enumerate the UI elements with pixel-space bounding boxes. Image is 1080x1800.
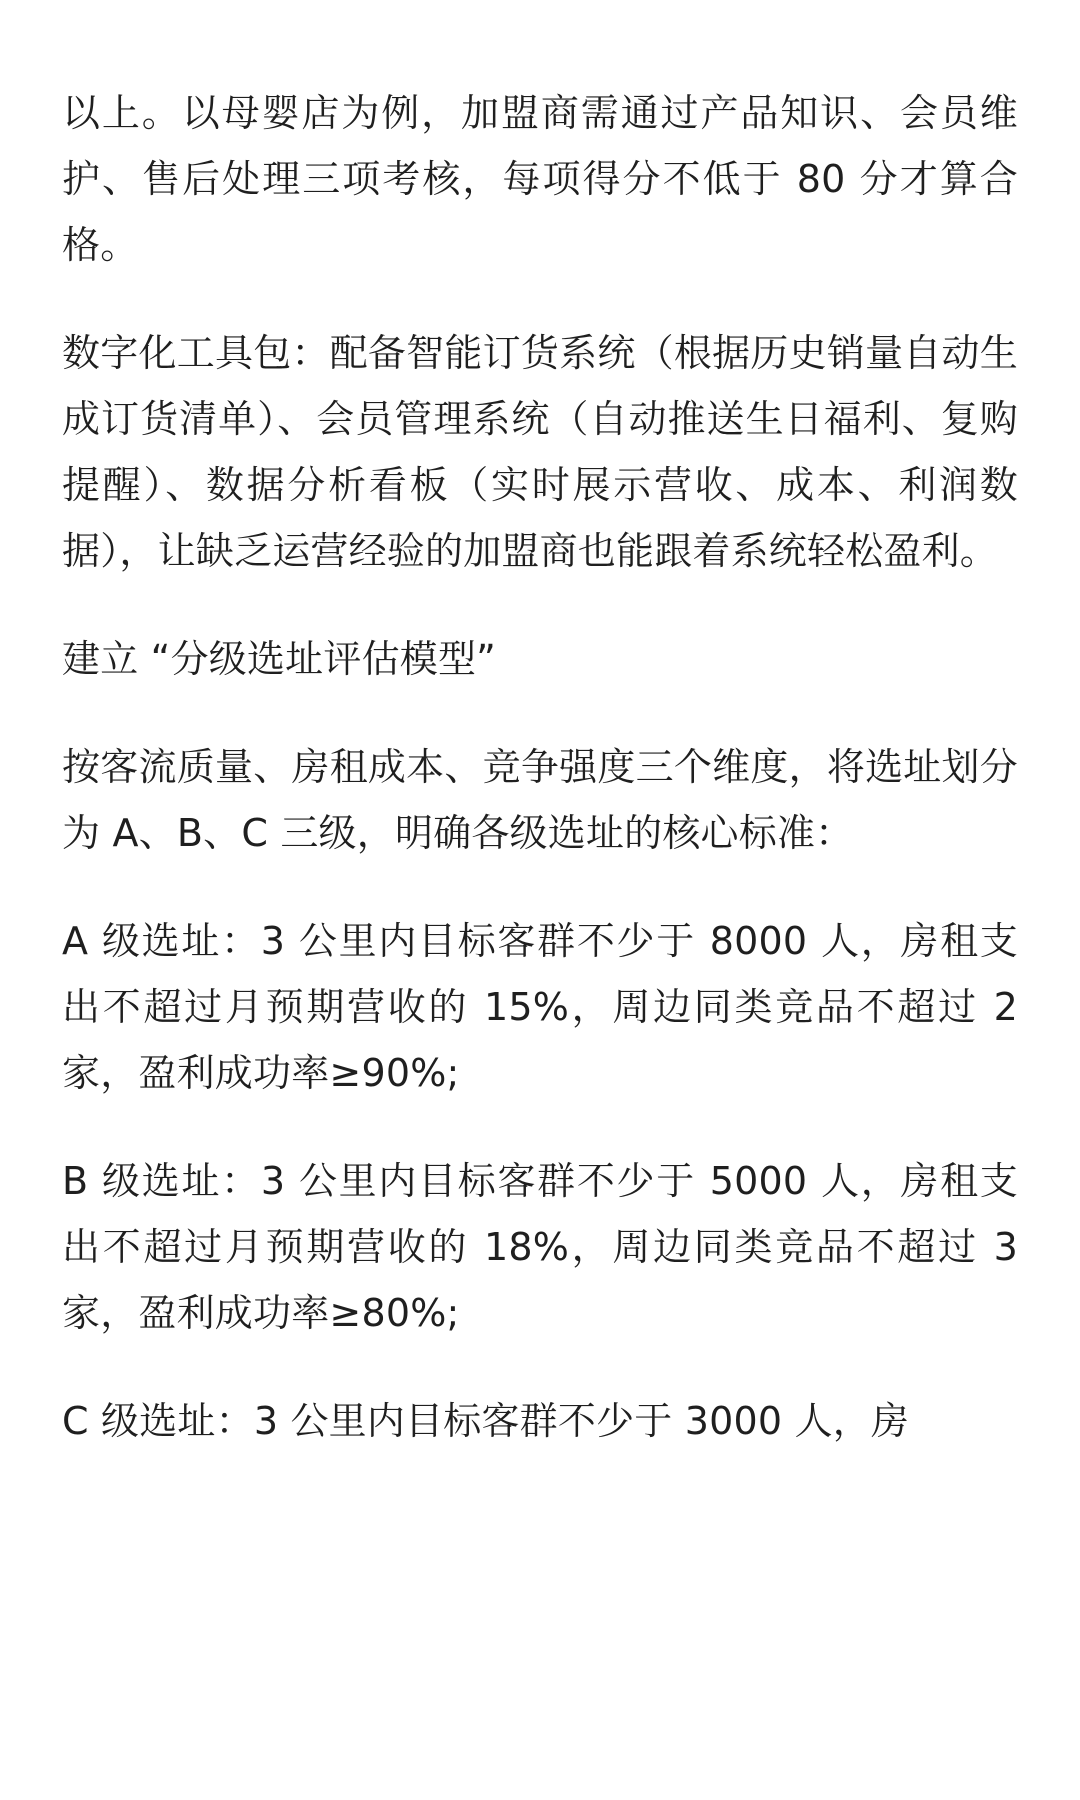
paragraph-grade-b-site: B 级选址：3 公里内目标客群不少于 5000 人，房租支出不超过月预期营收的 18%，周边同类竞品不超过 3 家，盈利成功率≥80%;	[62, 1159, 1018, 1335]
paragraph-digital-toolkit: 数字化工具包：配备智能订货系统（根据历史销量自动生成订货清单）、会员管理系统（自动推送生日福利、复购提醒）、数据分析看板（实时展示营收、成本、利润数据），让缺乏运营经验的加盟商也能跟着系统轻松盈利。	[62, 331, 1018, 573]
paragraph-grade-c-site: C 级选址：3 公里内目标客群不少于 3000 人，房	[62, 1399, 910, 1443]
paragraph-training-assessment: 以上。以母婴店为例，加盟商需通过产品知识、会员维护、售后处理三项考核，每项得分不低于 80 分才算合格。	[62, 91, 1018, 267]
section-heading-site-model: 建立 “分级选址评估模型”	[62, 637, 497, 681]
paragraph-site-grading-intro: 按客流质量、房租成本、竞争强度三个维度，将选址划分为 A、B、C 三级，明确各级选址的核心标准：	[62, 745, 1018, 855]
paragraph-grade-a-site: A 级选址：3 公里内目标客群不少于 8000 人，房租支出不超过月预期营收的 15%，周边同类竞品不超过 2 家，盈利成功率≥90%;	[62, 919, 1018, 1095]
